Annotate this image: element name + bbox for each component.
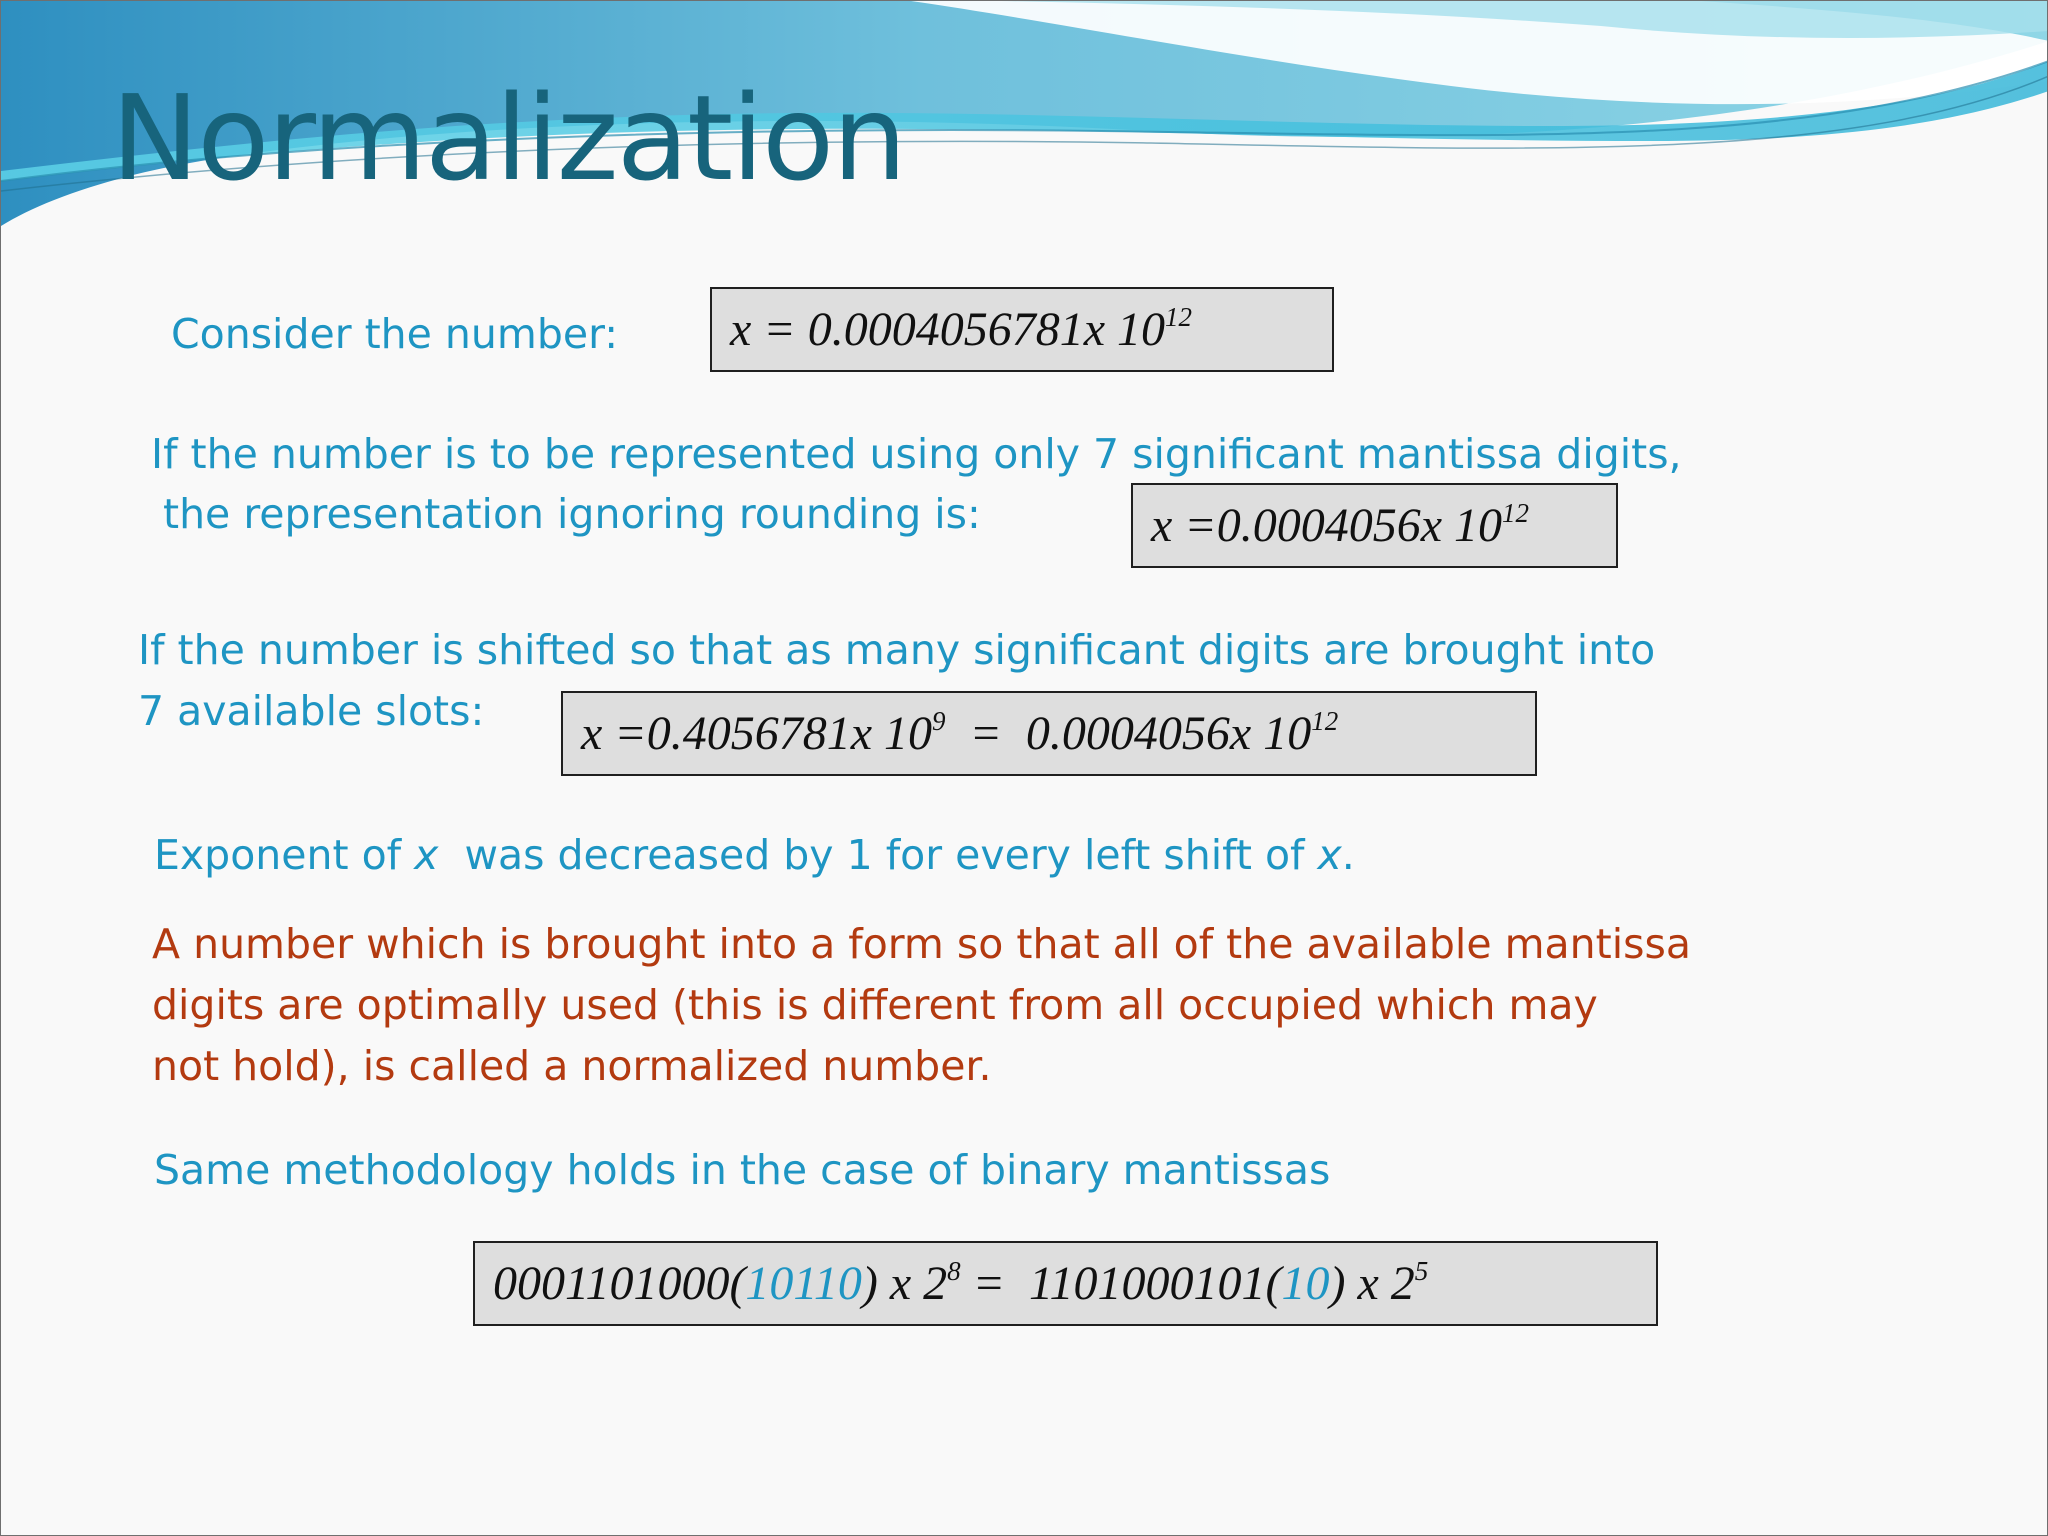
expr-exponent-shifted: 9 — [932, 706, 946, 736]
exponent-note-part1: Exponent of — [154, 831, 415, 879]
exponent-note — [154, 824, 1355, 886]
seven-digits-line2: the representation ignoring rounding is: — [163, 490, 981, 538]
expr-equals: = — [945, 707, 1026, 760]
binary-b: 1101000101( — [1029, 1257, 1282, 1310]
binary-a-highlight: 10110 — [745, 1257, 862, 1310]
expr-exponent-truncated: 12 — [1311, 706, 1339, 736]
expression-box-shifted — [561, 691, 1537, 776]
expr-times: x 10 — [1420, 499, 1503, 552]
binary-b-close: ) x 2 — [1329, 1257, 1415, 1310]
page-title: Normalization — [111, 69, 906, 207]
expr-exponent: 12 — [1502, 498, 1530, 528]
expr-lhs: x = — [581, 707, 647, 760]
binary-a-exponent: 8 — [947, 1256, 961, 1286]
exponent-note-var1: x — [414, 831, 439, 879]
expr-mantissa-truncated: 0.0004056 — [1025, 707, 1230, 760]
expr-times: x 10 — [1083, 303, 1166, 356]
seven-digits-line1: If the number is to be represented using only 7 significant mantissa digits, — [151, 430, 1682, 478]
expr-mantissa: 0.0004056 — [1216, 499, 1421, 552]
expr-times: x 10 — [1229, 707, 1312, 760]
expression-box-binary — [473, 1241, 1658, 1326]
binary-label: Same methodology holds in the case of binary mantissas — [154, 1146, 1331, 1194]
expr-times: x 10 — [850, 707, 933, 760]
expression-box-truncated — [1131, 483, 1618, 568]
binary-a: 0001101000( — [493, 1257, 746, 1310]
expr-lhs: x = — [1151, 499, 1217, 552]
shifted-line2: 7 available slots: — [138, 687, 485, 735]
expression-box-original — [710, 287, 1334, 372]
expr-exponent: 12 — [1165, 302, 1193, 332]
binary-a-close: ) x 2 — [861, 1257, 948, 1310]
definition-line1: A number which is brought into a form so that all of the available mantissa — [152, 920, 1691, 968]
exponent-note-var2: x — [1317, 831, 1342, 879]
definition-line3: not hold), is called a normalized number. — [152, 1042, 992, 1090]
shifted-line1: If the number is shifted so that as many significant digits are brought into — [138, 626, 1656, 674]
consider-label: Consider the number: — [171, 310, 619, 358]
binary-b-exponent: 5 — [1414, 1256, 1429, 1286]
expr-mantissa-shifted: 0.4056781 — [646, 707, 851, 760]
exponent-note-part3: . — [1341, 831, 1355, 879]
definition-line2: digits are optimally used (this is different from all occupied which may — [152, 981, 1598, 1029]
binary-b-highlight: 10 — [1281, 1257, 1330, 1310]
exponent-note-part2: was decreased by 1 for every left shift of — [438, 831, 1318, 879]
binary-equals: = — [960, 1257, 1030, 1310]
expr-lhs: x = — [730, 303, 796, 356]
expr-mantissa: 0.0004056781 — [807, 303, 1084, 356]
